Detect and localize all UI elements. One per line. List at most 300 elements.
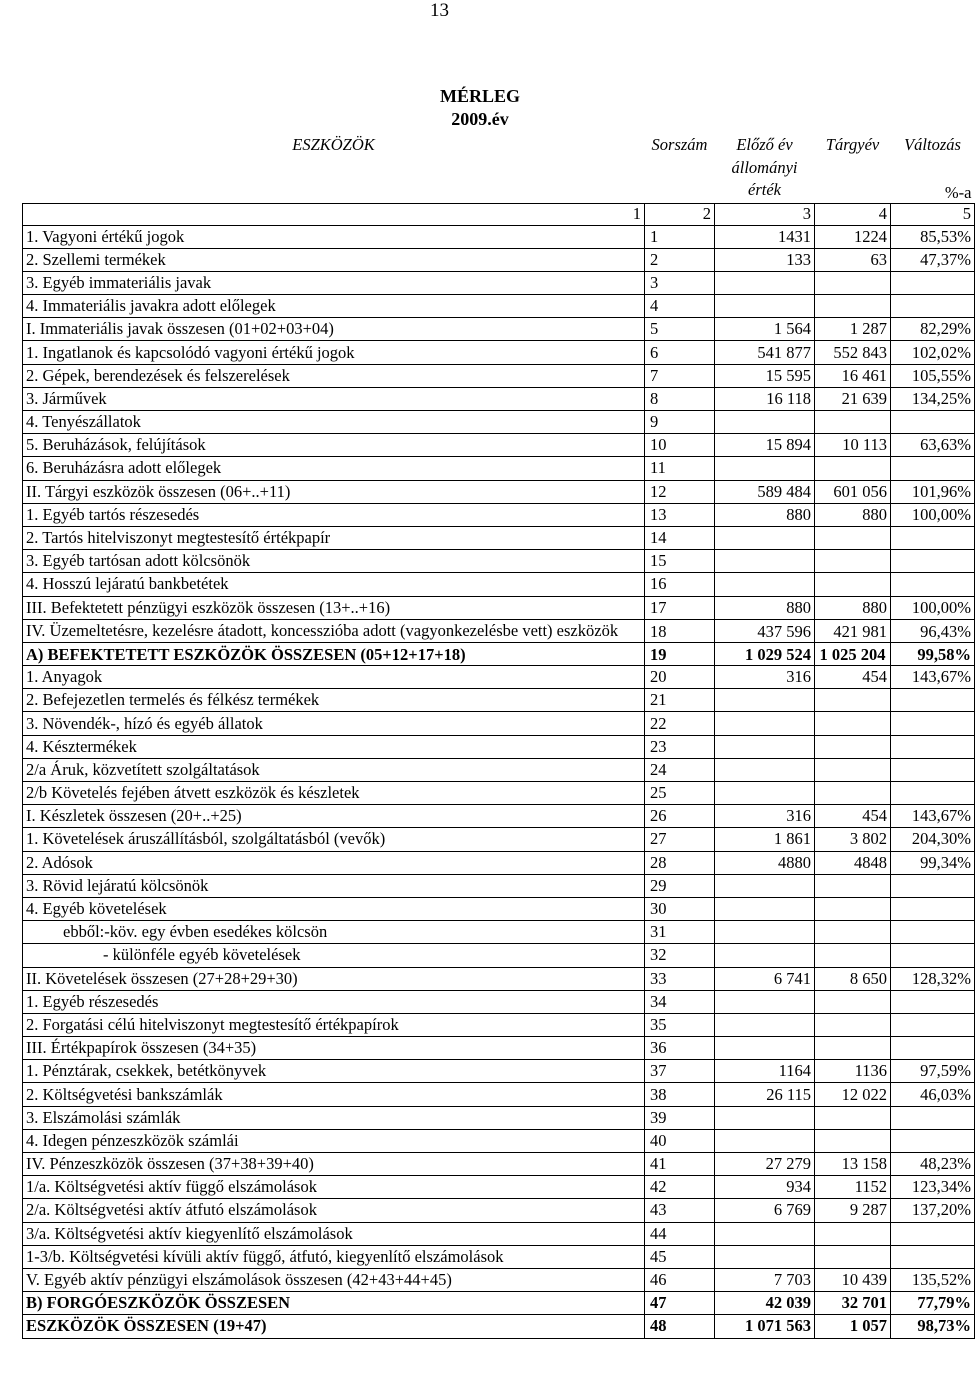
row-label: 4. Hosszú lejáratú bankbetétek — [23, 573, 645, 596]
row-label: 1-3/b. Költségvetési kívüli aktív függő, átfutó, kiegyenlítő elszámolások — [23, 1245, 645, 1268]
row-sorszam: 33 — [645, 967, 715, 990]
row-label: IV. Pénzeszközök összesen (37+38+39+40) — [23, 1153, 645, 1176]
row-label: 4. Idegen pénzeszközök számlái — [23, 1129, 645, 1152]
table-row — [23, 271, 975, 294]
row-current-value — [815, 1129, 891, 1152]
row-sorszam: 24 — [645, 758, 715, 781]
header-elozo-ev: Előző év — [736, 135, 793, 154]
row-sorszam: 45 — [645, 1245, 715, 1268]
row-previous-value: 1 071 563 — [715, 1315, 815, 1338]
row-sorszam: 14 — [645, 526, 715, 549]
row-previous-value: 1 564 — [715, 318, 815, 341]
header-subrow — [23, 157, 975, 203]
row-previous-value: 26 115 — [715, 1083, 815, 1106]
row-current-value — [815, 573, 891, 596]
row-previous-value: 133 — [715, 248, 815, 271]
row-current-value — [815, 457, 891, 480]
row-current-value: 10 113 — [815, 434, 891, 457]
row-sorszam: 5 — [645, 318, 715, 341]
row-change-percent: 97,59% — [891, 1060, 975, 1083]
row-previous-value: 27 279 — [715, 1153, 815, 1176]
row-current-value — [815, 271, 891, 294]
row-label: 1. Ingatlanok és kapcsolódó vagyoni értékű jogok — [23, 341, 645, 364]
table-row — [23, 1129, 975, 1152]
row-change-percent — [891, 712, 975, 735]
row-previous-value — [715, 573, 815, 596]
row-sorszam: 12 — [645, 480, 715, 503]
row-current-value: 16 461 — [815, 364, 891, 387]
row-previous-value: 589 484 — [715, 480, 815, 503]
row-previous-value — [715, 526, 815, 549]
table-row — [23, 967, 975, 990]
row-change-percent: 77,79% — [891, 1292, 975, 1315]
row-change-percent — [891, 1222, 975, 1245]
row-previous-value: 316 — [715, 666, 815, 689]
table-row — [23, 1106, 975, 1129]
row-change-percent — [891, 990, 975, 1013]
row-change-percent — [891, 271, 975, 294]
row-change-percent: 143,67% — [891, 666, 975, 689]
row-change-percent: 47,37% — [891, 248, 975, 271]
row-current-value: 1 057 — [815, 1315, 891, 1338]
row-previous-value — [715, 1245, 815, 1268]
table-row — [23, 1083, 975, 1106]
row-label: 2/a. Költségvetési aktív átfutó elszámolások — [23, 1199, 645, 1222]
row-label: 6. Beruházásra adott előlegek — [23, 457, 645, 480]
row-change-percent: 82,29% — [891, 318, 975, 341]
row-label: 2. Tartós hitelviszonyt megtestesítő értékpapír — [23, 526, 645, 549]
row-change-percent: 46,03% — [891, 1083, 975, 1106]
balance-sheet-table — [22, 133, 975, 1339]
row-label: B) FORGÓESZKÖZÖK ÖSSZESEN — [23, 1292, 645, 1315]
table-row — [23, 990, 975, 1013]
table-row — [23, 1176, 975, 1199]
row-label: 4. Egyéb követelések — [23, 897, 645, 920]
row-sorszam: 46 — [645, 1268, 715, 1291]
row-previous-value: 16 118 — [715, 387, 815, 410]
row-change-percent: 100,00% — [891, 596, 975, 619]
row-sorszam: 22 — [645, 712, 715, 735]
table-row — [23, 1268, 975, 1291]
row-label: 1. Vagyoni értékű jogok — [23, 225, 645, 248]
table-row — [23, 550, 975, 573]
row-current-value — [815, 712, 891, 735]
row-previous-value: 541 877 — [715, 341, 815, 364]
table-row — [23, 387, 975, 410]
row-current-value — [815, 758, 891, 781]
row-previous-value: 1431 — [715, 225, 815, 248]
row-sorszam: 4 — [645, 295, 715, 318]
table-row — [23, 689, 975, 712]
row-sorszam: 34 — [645, 990, 715, 1013]
table-row — [23, 828, 975, 851]
row-change-percent: 134,25% — [891, 387, 975, 410]
table-row — [23, 1013, 975, 1036]
row-label: ebből:-köv. egy évben esedékes kölcsön — [23, 921, 645, 944]
row-previous-value: 1164 — [715, 1060, 815, 1083]
row-current-value: 1 025 204 — [815, 642, 891, 665]
row-label: 1. Követelések áruszállításból, szolgáltatásból (vevők) — [23, 828, 645, 851]
row-change-percent — [891, 1245, 975, 1268]
row-current-value — [815, 874, 891, 897]
row-current-value — [815, 1037, 891, 1060]
table-row — [23, 248, 975, 271]
document-title: MÉRLEG — [439, 86, 520, 106]
col-number-4: 4 — [815, 203, 891, 225]
row-sorszam: 11 — [645, 457, 715, 480]
table-row — [23, 874, 975, 897]
row-label: 2. Gépek, berendezések és felszerelések — [23, 364, 645, 387]
row-previous-value — [715, 550, 815, 573]
table-row — [23, 341, 975, 364]
table-row — [23, 758, 975, 781]
row-sorszam: 41 — [645, 1153, 715, 1176]
row-sorszam: 38 — [645, 1083, 715, 1106]
row-label: 1. Anyagok — [23, 666, 645, 689]
table-row — [23, 1315, 975, 1338]
row-previous-value: 6 741 — [715, 967, 815, 990]
row-label: 4. Késztermékek — [23, 735, 645, 758]
row-current-value: 880 — [815, 596, 891, 619]
row-label: 3. Rövid lejáratú kölcsönök — [23, 874, 645, 897]
row-label: 2/a Áruk, közvetített szolgáltatások — [23, 758, 645, 781]
row-sorszam: 17 — [645, 596, 715, 619]
row-change-percent — [891, 689, 975, 712]
row-current-value: 10 439 — [815, 1268, 891, 1291]
header-sorszam: Sorszám — [651, 135, 708, 154]
row-label: 2. Adósok — [23, 851, 645, 874]
row-current-value: 552 843 — [815, 341, 891, 364]
row-label: II. Követelések összesen (27+28+29+30) — [23, 967, 645, 990]
row-current-value: 8 650 — [815, 967, 891, 990]
header-allomanyi: állományi — [731, 158, 798, 177]
row-previous-value: 1 861 — [715, 828, 815, 851]
row-sorszam: 39 — [645, 1106, 715, 1129]
row-label: 2. Forgatási célú hitelviszonyt megtestesítő értékpapírok — [23, 1013, 645, 1036]
row-change-percent: 137,20% — [891, 1199, 975, 1222]
row-change-percent — [891, 1013, 975, 1036]
row-change-percent: 135,52% — [891, 1268, 975, 1291]
row-sorszam: 40 — [645, 1129, 715, 1152]
table-row — [23, 503, 975, 526]
row-label: II. Tárgyi eszközök összesen (06+..+11) — [23, 480, 645, 503]
table-row — [23, 411, 975, 434]
row-sorszam: 20 — [645, 666, 715, 689]
row-change-percent — [891, 1129, 975, 1152]
row-label: I. Immateriális javak összesen (01+02+03+04) — [23, 318, 645, 341]
row-change-percent: 99,58% — [891, 642, 975, 665]
table-row — [23, 480, 975, 503]
row-previous-value — [715, 271, 815, 294]
table-row — [23, 897, 975, 920]
row-sorszam: 48 — [645, 1315, 715, 1338]
row-previous-value: 880 — [715, 596, 815, 619]
row-change-percent: 204,30% — [891, 828, 975, 851]
header-targyev: Tárgyév — [825, 135, 880, 154]
row-previous-value — [715, 1037, 815, 1060]
row-current-value: 1136 — [815, 1060, 891, 1083]
page-number: 13 — [430, 0, 449, 21]
table-row — [23, 712, 975, 735]
table-row — [23, 782, 975, 805]
row-current-value: 13 158 — [815, 1153, 891, 1176]
table-row — [23, 1060, 975, 1083]
table-row — [23, 1222, 975, 1245]
row-change-percent: 105,55% — [891, 364, 975, 387]
row-label: IV. Üzemeltetésre, kezelésre átadott, koncesszióba adott (vagyonkezelésbe vett) eszközök — [23, 619, 645, 642]
row-previous-value: 934 — [715, 1176, 815, 1199]
row-label: 2. Költségvetési bankszámlák — [23, 1083, 645, 1106]
row-current-value — [815, 921, 891, 944]
row-current-value: 454 — [815, 805, 891, 828]
row-previous-value — [715, 1013, 815, 1036]
row-sorszam: 26 — [645, 805, 715, 828]
row-sorszam: 23 — [645, 735, 715, 758]
col-number-5: 5 — [891, 203, 975, 225]
row-label: 4. Tenyészállatok — [23, 411, 645, 434]
header-ertek: érték — [748, 180, 781, 199]
row-label: 3. Egyéb immateriális javak — [23, 271, 645, 294]
row-previous-value: 316 — [715, 805, 815, 828]
row-change-percent: 98,73% — [891, 1315, 975, 1338]
table-row — [23, 666, 975, 689]
row-current-value: 4848 — [815, 851, 891, 874]
row-current-value — [815, 411, 891, 434]
row-previous-value — [715, 990, 815, 1013]
row-sorszam: 30 — [645, 897, 715, 920]
row-previous-value: 7 703 — [715, 1268, 815, 1291]
row-sorszam: 15 — [645, 550, 715, 573]
row-sorszam: 31 — [645, 921, 715, 944]
row-label: 3. Növendék-, hízó és egyéb állatok — [23, 712, 645, 735]
table-row — [23, 944, 975, 967]
row-sorszam: 18 — [645, 619, 715, 642]
row-current-value — [815, 1245, 891, 1268]
row-label: V. Egyéb aktív pénzügyi elszámolások összesen (42+43+44+45) — [23, 1268, 645, 1291]
table-row — [23, 457, 975, 480]
row-previous-value — [715, 921, 815, 944]
row-sorszam: 35 — [645, 1013, 715, 1036]
row-sorszam: 42 — [645, 1176, 715, 1199]
table-row — [23, 735, 975, 758]
row-current-value: 21 639 — [815, 387, 891, 410]
row-previous-value — [715, 712, 815, 735]
document-year: 2009.év — [451, 109, 509, 129]
row-label: 5. Beruházások, felújítások — [23, 434, 645, 457]
row-previous-value: 15 894 — [715, 434, 815, 457]
table-row — [23, 619, 975, 642]
row-current-value: 880 — [815, 503, 891, 526]
row-sorszam: 8 — [645, 387, 715, 410]
row-previous-value: 1 029 524 — [715, 642, 815, 665]
row-label: 1/a. Költségvetési aktív függő elszámolások — [23, 1176, 645, 1199]
col-number-3: 3 — [715, 203, 815, 225]
row-current-value: 12 022 — [815, 1083, 891, 1106]
row-change-percent: 123,34% — [891, 1176, 975, 1199]
row-label: 1. Egyéb részesedés — [23, 990, 645, 1013]
row-previous-value — [715, 735, 815, 758]
row-current-value — [815, 990, 891, 1013]
row-label: 3. Egyéb tartósan adott kölcsönök — [23, 550, 645, 573]
row-sorszam: 2 — [645, 248, 715, 271]
header-eszkozok: ESZKÖZÖK — [292, 135, 375, 154]
row-current-value — [815, 735, 891, 758]
row-change-percent — [891, 735, 975, 758]
row-label: 2. Szellemi termékek — [23, 248, 645, 271]
row-label: I. Készletek összesen (20+..+25) — [23, 805, 645, 828]
row-sorszam: 27 — [645, 828, 715, 851]
row-current-value: 1224 — [815, 225, 891, 248]
row-label: - különféle egyéb követelések — [23, 944, 645, 967]
row-label: III. Értékpapírok összesen (34+35) — [23, 1037, 645, 1060]
row-sorszam: 9 — [645, 411, 715, 434]
row-current-value — [815, 295, 891, 318]
row-current-value — [815, 689, 891, 712]
row-previous-value — [715, 758, 815, 781]
row-current-value: 601 056 — [815, 480, 891, 503]
row-current-value — [815, 1106, 891, 1129]
header-percent: %-a — [944, 182, 972, 202]
row-current-value: 1 287 — [815, 318, 891, 341]
row-current-value: 32 701 — [815, 1292, 891, 1315]
table-row — [23, 1199, 975, 1222]
col-number-2: 2 — [645, 203, 715, 225]
row-current-value — [815, 897, 891, 920]
row-change-percent — [891, 921, 975, 944]
row-previous-value — [715, 874, 815, 897]
row-change-percent — [891, 782, 975, 805]
header-row — [23, 133, 975, 157]
row-current-value — [815, 1013, 891, 1036]
row-current-value — [815, 944, 891, 967]
row-change-percent — [891, 457, 975, 480]
table-row — [23, 318, 975, 341]
row-label: ESZKÖZÖK ÖSSZESEN (19+47) — [23, 1315, 645, 1338]
table-row — [23, 1245, 975, 1268]
row-change-percent — [891, 874, 975, 897]
table-row — [23, 851, 975, 874]
row-current-value: 9 287 — [815, 1199, 891, 1222]
table-row — [23, 434, 975, 457]
row-change-percent — [891, 550, 975, 573]
row-previous-value — [715, 295, 815, 318]
table-row — [23, 1153, 975, 1176]
row-change-percent — [891, 573, 975, 596]
row-previous-value — [715, 782, 815, 805]
row-previous-value: 42 039 — [715, 1292, 815, 1315]
row-current-value: 1152 — [815, 1176, 891, 1199]
table-row — [23, 225, 975, 248]
row-previous-value: 6 769 — [715, 1199, 815, 1222]
row-label: 1. Pénztárak, csekkek, betétkönyvek — [23, 1060, 645, 1083]
row-change-percent — [891, 944, 975, 967]
table-row — [23, 364, 975, 387]
row-change-percent: 128,32% — [891, 967, 975, 990]
table-row — [23, 1037, 975, 1060]
row-change-percent — [891, 758, 975, 781]
row-change-percent: 63,63% — [891, 434, 975, 457]
row-change-percent — [891, 295, 975, 318]
row-current-value: 63 — [815, 248, 891, 271]
row-change-percent — [891, 1106, 975, 1129]
table-row — [23, 805, 975, 828]
row-sorszam: 28 — [645, 851, 715, 874]
row-change-percent: 99,34% — [891, 851, 975, 874]
row-current-value — [815, 782, 891, 805]
row-sorszam: 29 — [645, 874, 715, 897]
row-change-percent: 85,53% — [891, 225, 975, 248]
row-change-percent: 143,67% — [891, 805, 975, 828]
column-number-row — [23, 203, 975, 225]
row-label: A) BEFEKTETETT ESZKÖZÖK ÖSSZESEN (05+12+17+18) — [23, 642, 645, 665]
row-previous-value — [715, 1222, 815, 1245]
table-row — [23, 573, 975, 596]
row-sorszam: 21 — [645, 689, 715, 712]
row-previous-value — [715, 944, 815, 967]
header-valtozas: Változás — [904, 135, 961, 154]
row-sorszam: 44 — [645, 1222, 715, 1245]
row-current-value — [815, 550, 891, 573]
row-change-percent: 102,02% — [891, 341, 975, 364]
table-row — [23, 1292, 975, 1315]
row-previous-value — [715, 689, 815, 712]
row-current-value — [815, 526, 891, 549]
row-sorszam: 36 — [645, 1037, 715, 1060]
table-row — [23, 596, 975, 619]
row-change-percent — [891, 1037, 975, 1060]
table-row — [23, 921, 975, 944]
row-sorszam: 43 — [645, 1199, 715, 1222]
row-sorszam: 3 — [645, 271, 715, 294]
row-label: 3. Elszámolási számlák — [23, 1106, 645, 1129]
col-number-1: 1 — [23, 203, 645, 225]
row-label: III. Befektetett pénzügyi eszközök összesen (13+..+16) — [23, 596, 645, 619]
row-previous-value: 15 595 — [715, 364, 815, 387]
row-change-percent: 101,96% — [891, 480, 975, 503]
row-previous-value: 437 596 — [715, 619, 815, 642]
row-sorszam: 37 — [645, 1060, 715, 1083]
row-label: 4. Immateriális javakra adott előlegek — [23, 295, 645, 318]
row-current-value — [815, 1222, 891, 1245]
row-previous-value — [715, 457, 815, 480]
row-previous-value — [715, 1106, 815, 1129]
table-row — [23, 642, 975, 665]
row-label: 3. Járművek — [23, 387, 645, 410]
row-change-percent: 96,43% — [891, 619, 975, 642]
row-sorszam: 1 — [645, 225, 715, 248]
row-change-percent: 100,00% — [891, 503, 975, 526]
row-change-percent — [891, 411, 975, 434]
row-sorszam: 10 — [645, 434, 715, 457]
row-previous-value — [715, 897, 815, 920]
table-row — [23, 295, 975, 318]
row-previous-value: 880 — [715, 503, 815, 526]
row-sorszam: 47 — [645, 1292, 715, 1315]
row-previous-value — [715, 411, 815, 434]
table-row — [23, 526, 975, 549]
row-label: 2. Befejezetlen termelés és félkész termékek — [23, 689, 645, 712]
row-sorszam: 32 — [645, 944, 715, 967]
row-sorszam: 6 — [645, 341, 715, 364]
row-previous-value — [715, 1129, 815, 1152]
row-sorszam: 25 — [645, 782, 715, 805]
row-current-value: 454 — [815, 666, 891, 689]
row-label: 3/a. Költségvetési aktív kiegyenlítő elszámolások — [23, 1222, 645, 1245]
row-sorszam: 7 — [645, 364, 715, 387]
row-change-percent — [891, 526, 975, 549]
row-current-value: 3 802 — [815, 828, 891, 851]
row-previous-value: 4880 — [715, 851, 815, 874]
